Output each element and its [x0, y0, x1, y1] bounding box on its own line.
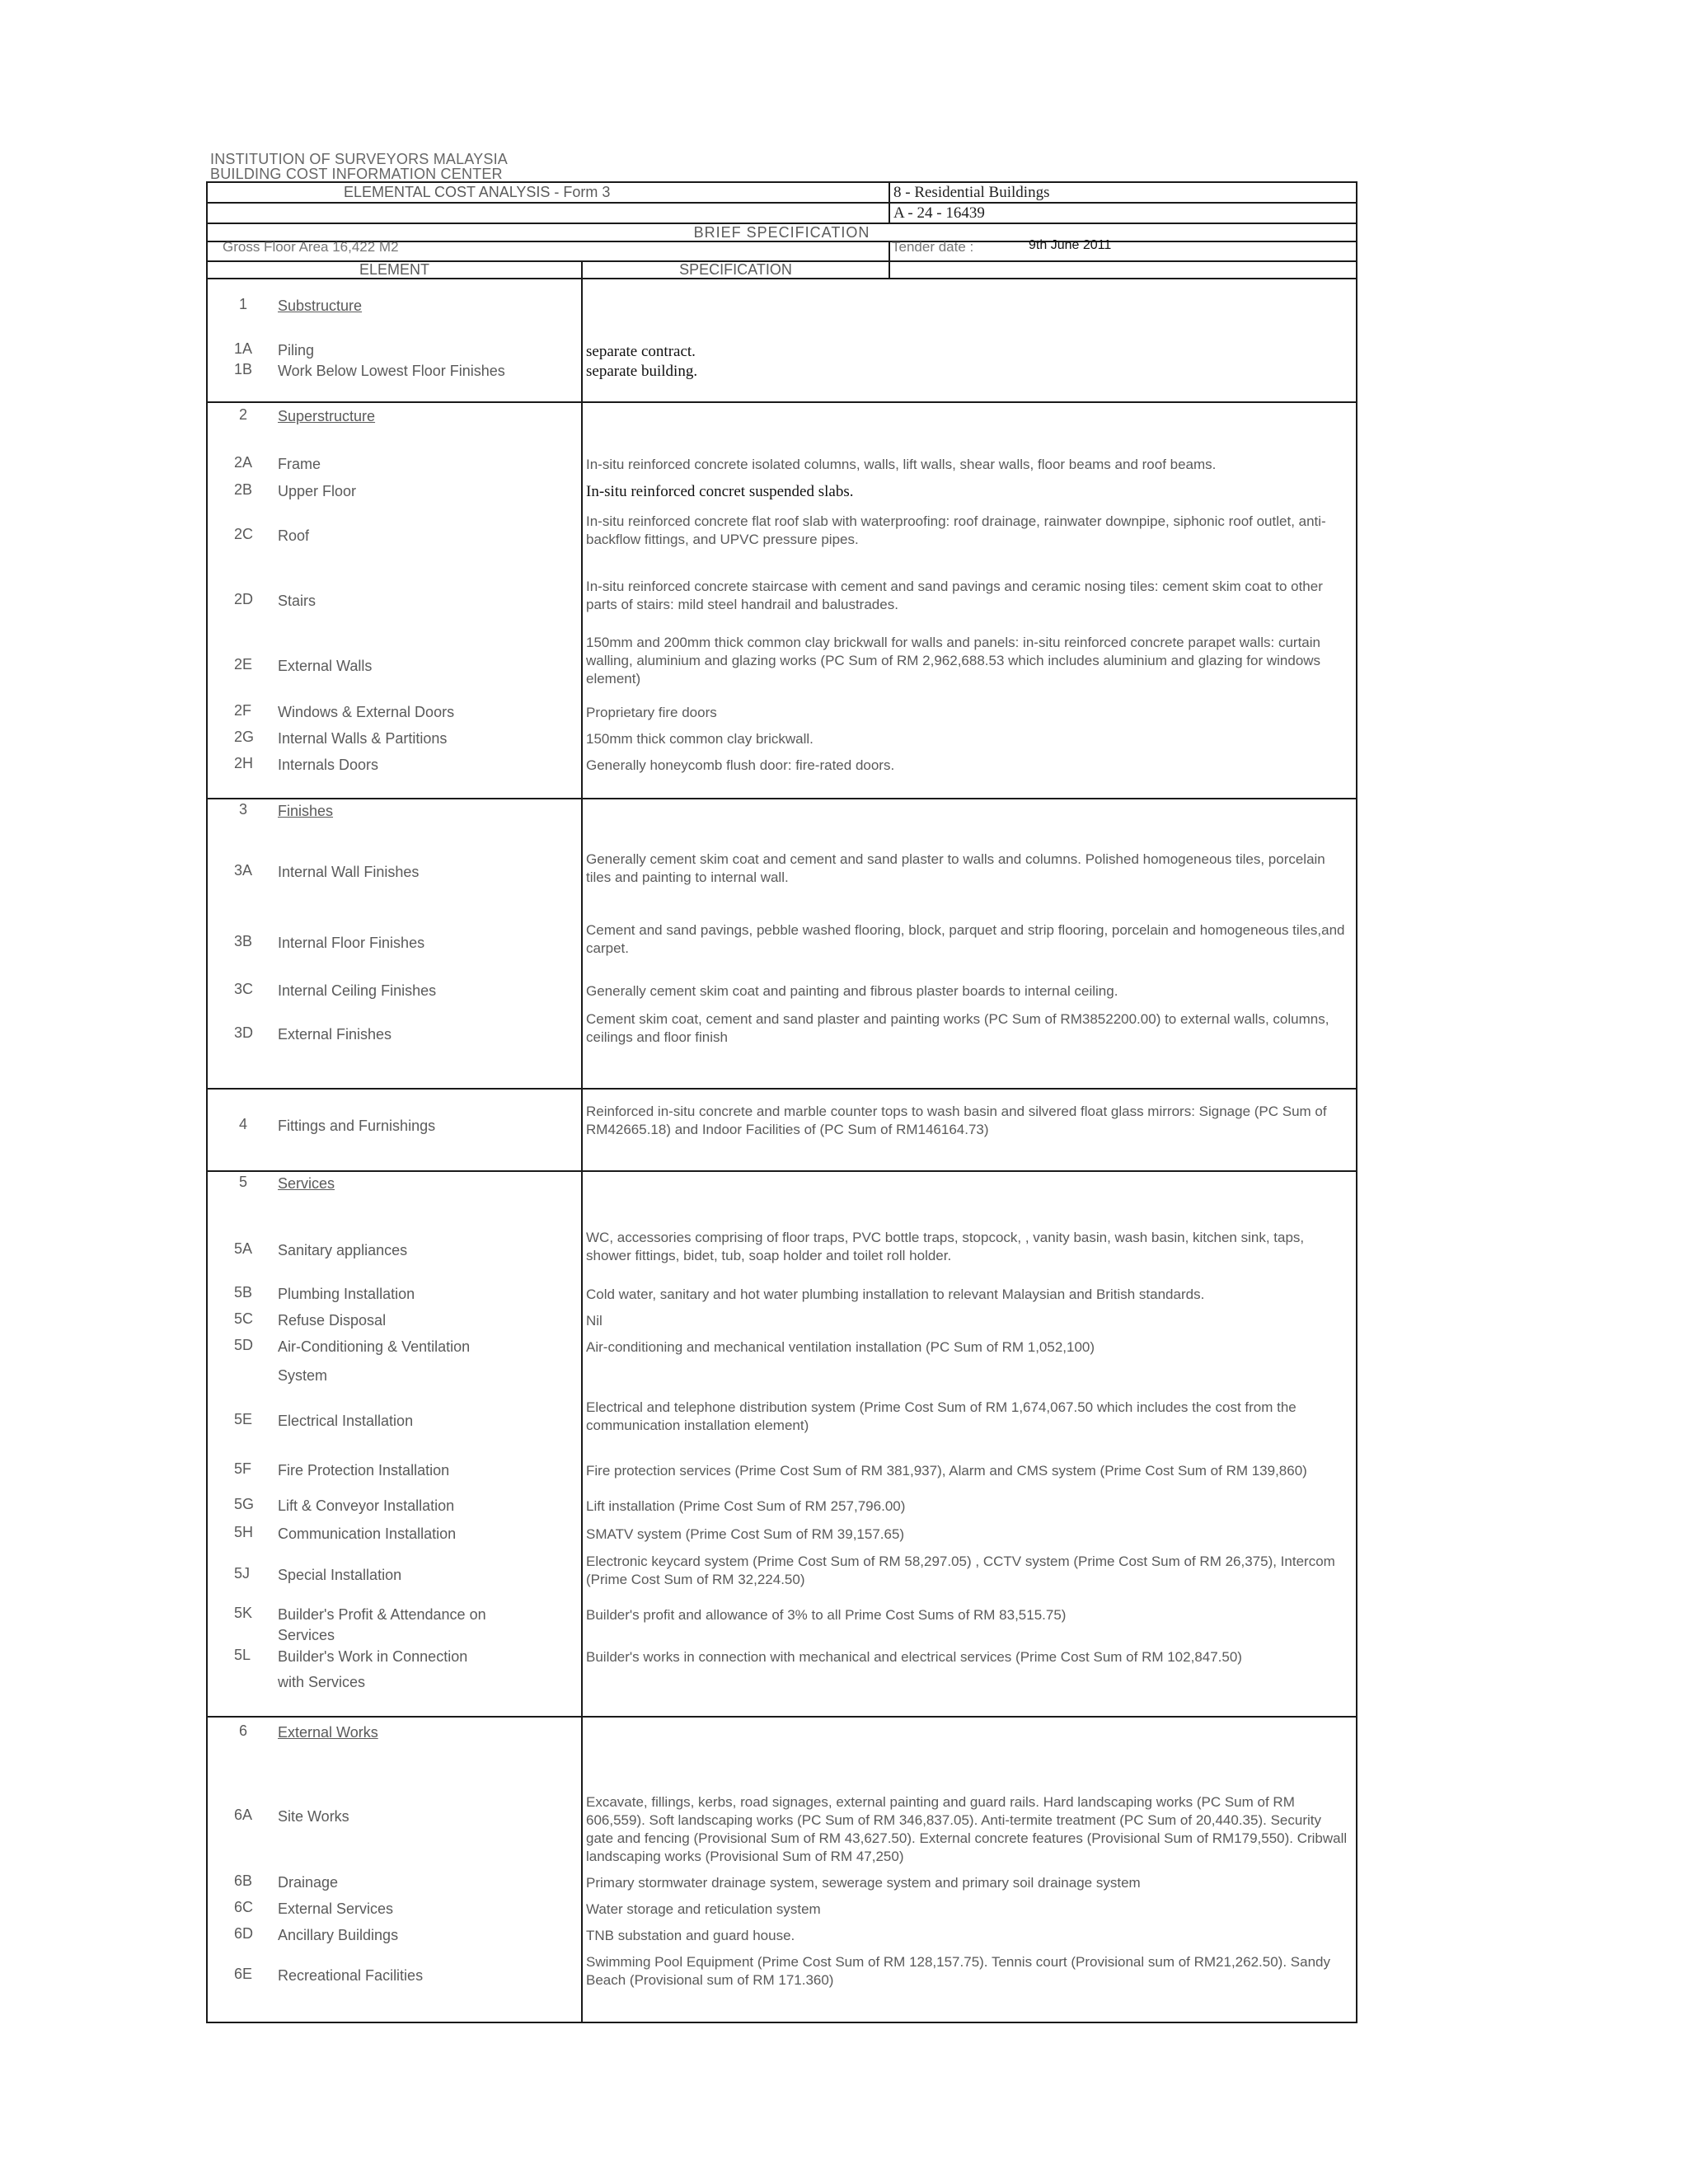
element-name: Internal Ceiling Finishes	[278, 982, 437, 999]
element-code: 2H	[234, 755, 254, 771]
element-name: Fittings and Furnishings	[278, 1118, 436, 1134]
element-spec: Electronic keycard system (Prime Cost Sum of RM 58,297.05) , CCTV system (Prime Cost Sum of RM 26,375), Intercom (Prime Cost Sum of RM 32,224.50)	[586, 1554, 1335, 1587]
section-code: 3	[239, 801, 248, 818]
element-code: 5B	[234, 1284, 253, 1301]
element-name: Internal Walls & Partitions	[278, 730, 448, 747]
element-column-header: ELEMENT	[208, 262, 583, 278]
section-code: 6	[239, 1722, 248, 1739]
element-name: Special Installation	[278, 1567, 402, 1583]
section-substructure	[208, 279, 1356, 403]
tender-date-label: Tender date :	[892, 239, 974, 255]
element-name: Upper Floor	[278, 483, 357, 499]
element-code: 2C	[234, 526, 254, 542]
element-spec: Fire protection services (Prime Cost Sum of RM 381,937), Alarm and CMS system (Prime Cost Sum of RM 139,860)	[586, 1463, 1307, 1479]
element-spec: Proprietary fire doors	[586, 705, 717, 720]
element-spec: Excavate, fillings, kerbs, road signages, external painting and guard rails. Hard landscaping works (PC Sum of RM 606,559). Soft landscaping works (PC Sum of RM 346,837.05). Anti-termite treatment (PC Sum of 20,440.35). Security gate and fencing (Provisional Sum of RM 43,627.50). External concrete features (Provisional Sum of RM179,550). Cribwall landscaping works (Provisional Sum of RM 47,250)	[586, 1794, 1348, 1864]
element-name: Internals Doors	[278, 757, 379, 773]
reference-number: A - 24 - 16439	[893, 204, 985, 222]
element-code: 2E	[234, 656, 253, 673]
element-name: Stairs	[278, 593, 316, 609]
element-spec: Cement and sand pavings, pebble washed flooring, block, parquet and strip flooring, porcelain and homogeneous tiles,and carpet.	[586, 922, 1345, 956]
element-code: 5D	[234, 1337, 254, 1353]
element-spec: WC, accessories comprising of floor traps, PVC bottle traps, stopcock, , vanity basin, wash basin, kitchen sink, taps, shower fittings, bidet, tub, soap holder and toilet roll holder.	[586, 1230, 1305, 1263]
element-code: 6A	[234, 1807, 253, 1823]
element-code: 6B	[234, 1872, 253, 1889]
element-spec: Builder's works in connection with mechanical and electrical services (Prime Cost Sum of RM 102,847.50)	[586, 1649, 1242, 1665]
element-code: 1B	[234, 361, 253, 377]
element-spec: In-situ reinforced concrete staircase with cement and sand pavings and ceramic nosing tiles: cement skim coat to other parts of stairs: mild steel handrail and balustrades.	[586, 579, 1323, 612]
element-name: Refuse Disposal	[278, 1312, 387, 1329]
element-code: 2F	[234, 702, 252, 719]
element-code: 6C	[234, 1899, 254, 1915]
section-fittings	[208, 1090, 1356, 1172]
element-name: Electrical Installation	[278, 1413, 414, 1429]
section-code: 5	[239, 1174, 248, 1190]
section-code: 4	[239, 1116, 248, 1132]
element-code: 2B	[234, 481, 253, 498]
element-code: 2D	[234, 591, 254, 607]
section-title: External Works	[278, 1724, 378, 1741]
element-spec: Lift installation (Prime Cost Sum of RM 257,796.00)	[586, 1498, 906, 1514]
element-code: 3C	[234, 981, 254, 997]
element-spec: separate contract.	[586, 343, 696, 360]
element-name: Ancillary Buildings	[278, 1927, 399, 1943]
element-spec: separate building.	[586, 363, 698, 380]
element-name: Piling	[278, 342, 315, 359]
section-title: Superstructure	[278, 408, 376, 424]
element-spec: Swimming Pool Equipment (Prime Cost Sum of RM 128,157.75). Tennis court (Provisional sum of RM21,262.50). Sandy Beach (Provisional sum of RM 171.360)	[586, 1954, 1330, 1988]
element-spec: Builder's profit and allowance of 3% to all Prime Cost Sums of RM 83,515.75)	[586, 1607, 1067, 1623]
element-code: 5F	[234, 1460, 252, 1477]
specification-column-header: SPECIFICATION	[583, 262, 890, 278]
element-spec: In-situ reinforced concret suspended slabs.	[586, 483, 854, 500]
section-code: 2	[239, 406, 248, 423]
element-name: Builder's Profit & Attendance on Services	[278, 1606, 486, 1643]
section-title: Finishes	[278, 803, 334, 819]
element-code: 6D	[234, 1925, 254, 1942]
element-name: Plumbing Installation	[278, 1286, 415, 1302]
element-spec: In-situ reinforced concrete isolated columns, walls, lift walls, shear walls, floor beams and roof beams.	[586, 457, 1217, 472]
element-name: Recreational Facilities	[278, 1967, 424, 1984]
element-code: 5K	[234, 1605, 253, 1621]
element-name: Air-Conditioning & Ventilation System	[278, 1338, 471, 1384]
column-header-row	[208, 262, 1356, 279]
element-code: 3B	[234, 933, 253, 949]
section-code: 1	[239, 296, 248, 312]
element-spec: Generally cement skim coat and cement and sand plaster to walls and columns. Polished homogeneous tiles, porcelain tiles and painting to internal wall.	[586, 851, 1325, 885]
element-spec: Reinforced in-situ concrete and marble counter tops to wash basin and silvered float glass mirrors: Signage (PC Sum of RM42665.18) and Indoor Facilities of (PC Sum of RM146164.73)	[586, 1104, 1327, 1137]
element-spec: TNB substation and guard house.	[586, 1928, 795, 1943]
section-title: Substructure	[278, 298, 363, 314]
element-name: Work Below Lowest Floor Finishes	[278, 363, 505, 379]
element-spec: Cold water, sanitary and hot water plumbing installation to relevant Malaysian and British standards.	[586, 1286, 1205, 1302]
element-spec: 150mm and 200mm thick common clay brickwall for walls and panels: in-situ reinforced concrete parapet walls: curtain walling, aluminium and glazing works (PC Sum of RM 2,962,688.53 which includes aluminium and glazing for windows element)	[586, 635, 1321, 687]
element-name: External Services	[278, 1900, 394, 1917]
building-category: 8 - Residential Buildings	[893, 184, 1050, 201]
element-name: External Walls	[278, 658, 373, 674]
element-name: Site Works	[278, 1808, 349, 1825]
element-spec: SMATV system (Prime Cost Sum of RM 39,157.65)	[586, 1526, 905, 1542]
gross-floor-area: Gross Floor Area 16,422 M2	[223, 239, 399, 255]
element-name: Lift & Conveyor Installation	[278, 1497, 455, 1514]
cost-analysis-form	[206, 181, 1357, 2023]
element-spec: Primary stormwater drainage system, sewerage system and primary soil drainage system	[586, 1875, 1141, 1891]
form-title: ELEMENTAL COST ANALYSIS - Form 3	[208, 183, 890, 202]
element-name: External Finishes	[278, 1026, 392, 1043]
element-code: 5G	[234, 1496, 255, 1512]
element-spec: Generally honeycomb flush door: fire-rated doors.	[586, 757, 895, 773]
element-code: 2G	[234, 729, 255, 745]
form-title-row	[208, 183, 1356, 204]
element-name: Communication Installation	[278, 1526, 457, 1542]
section-external-works	[208, 1718, 1356, 2022]
element-spec: In-situ reinforced concrete flat roof slab with waterproofing: roof drainage, rainwater downpipe, siphonic roof outlet, anti-backflow fittings, and UPVC pressure pipes.	[586, 513, 1326, 547]
element-code: 5H	[234, 1524, 254, 1540]
institution-name: INSTITUTION OF SURVEYORS MALAYSIA	[210, 151, 508, 167]
element-spec: Nil	[586, 1313, 603, 1329]
section-superstructure	[208, 403, 1356, 799]
element-code: 5L	[234, 1647, 251, 1663]
element-code: 3A	[234, 862, 253, 879]
tender-date-value: 9th June 2011	[1029, 238, 1112, 252]
element-code: 1A	[234, 340, 253, 357]
element-name: Fire Protection Installation	[278, 1462, 450, 1479]
section-title: Services	[278, 1175, 335, 1192]
element-name: Drainage	[278, 1874, 339, 1891]
element-spec: Air-conditioning and mechanical ventilation installation (PC Sum of RM 1,052,100)	[586, 1339, 1095, 1355]
element-name: Builder's Work in Connection with Services	[278, 1648, 468, 1690]
element-spec: 150mm thick common clay brickwall.	[586, 731, 814, 747]
ref-row	[208, 204, 1356, 224]
element-code: 5J	[234, 1565, 251, 1582]
element-code: 6E	[234, 1966, 253, 1982]
brief-specification-heading: BRIEF SPECIFICATION	[208, 224, 1356, 242]
element-name: Frame	[278, 456, 321, 472]
element-code: 5A	[234, 1240, 253, 1257]
element-spec: Electrical and telephone distribution system (Prime Cost Sum of RM 1,674,067.50 which includes the cost from the communication installation element)	[586, 1399, 1296, 1433]
element-name: Internal Floor Finishes	[278, 935, 425, 951]
element-code: 2A	[234, 454, 253, 471]
element-code: 5C	[234, 1310, 254, 1327]
element-spec: Water storage and reticulation system	[586, 1901, 821, 1917]
element-name: Sanitary appliances	[278, 1242, 408, 1258]
element-code: 3D	[234, 1024, 254, 1041]
element-code: 5E	[234, 1411, 253, 1427]
center-name: BUILDING COST INFORMATION CENTER	[210, 166, 503, 182]
element-name: Windows & External Doors	[278, 704, 455, 720]
element-name: Internal Wall Finishes	[278, 864, 420, 880]
section-finishes	[208, 799, 1356, 1090]
section-services	[208, 1172, 1356, 1718]
element-spec: Generally cement skim coat and painting and fibrous plaster boards to internal ceiling.	[586, 983, 1118, 999]
element-name: Roof	[278, 527, 310, 544]
element-spec: Cement skim coat, cement and sand plaster and painting works (PC Sum of RM3852200.00) to external walls, columns, ceilings and floor finish	[586, 1011, 1329, 1045]
